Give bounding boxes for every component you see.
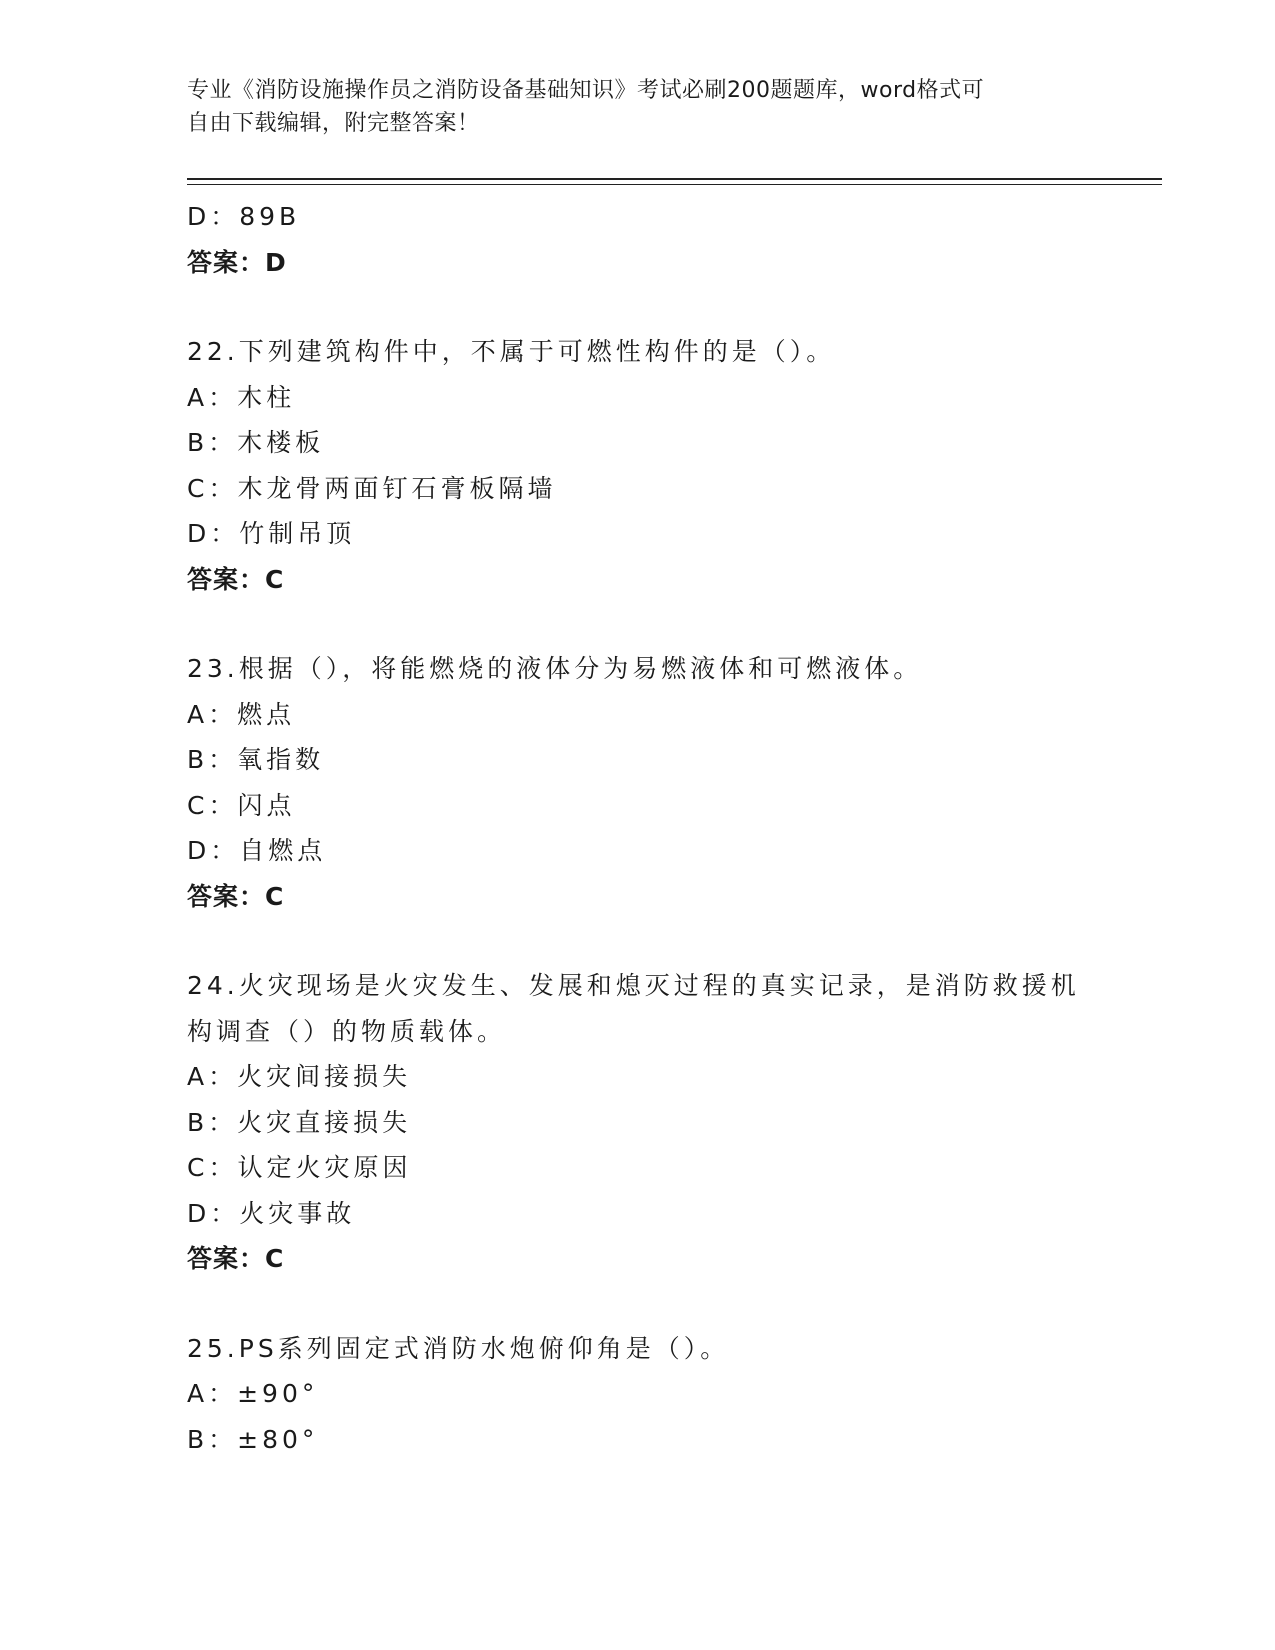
question-stem: 22.下列建筑构件中，不属于可燃性构件的是（）。 — [187, 337, 836, 366]
question-stem: 23.根据（），将能燃烧的液体分为易燃液体和可燃液体。 — [187, 654, 923, 683]
option-d: D：火灾事故 — [187, 1198, 356, 1228]
option-a: A：火灾间接损失 — [187, 1062, 412, 1091]
question-25 — [187, 1326, 1117, 1463]
option-a: A：±90° — [187, 1379, 319, 1408]
option-b: B：±80° — [187, 1424, 319, 1454]
question-22 — [187, 329, 1117, 602]
header-line-2: 自由下载编辑，附完整答案！ — [187, 111, 480, 136]
option-a: A：燃点 — [187, 699, 296, 729]
spacer — [187, 285, 1117, 329]
header-divider-thick — [187, 178, 1162, 180]
answer: 答案：C — [187, 881, 285, 911]
spacer — [187, 602, 1117, 646]
option-b: B：木楼板 — [187, 428, 325, 457]
header-divider-thin — [187, 184, 1162, 185]
spacer — [187, 919, 1117, 963]
option-b: B：氧指数 — [187, 745, 325, 774]
option-c: C：木龙骨两面钉石膏板隔墙 — [187, 473, 557, 503]
answer: 答案：C — [187, 564, 285, 594]
option-c: C：闪点 — [187, 790, 296, 820]
question-content — [187, 194, 1117, 1462]
option-d: D：竹制吊顶 — [187, 519, 356, 548]
spacer — [187, 1282, 1117, 1326]
question-24 — [187, 963, 1117, 1282]
document-header — [187, 74, 1087, 140]
prev-answer: 答案：D — [187, 247, 287, 277]
question-stem-line-1: 24.火灾现场是火灾发生、发展和熄灭过程的真实记录，是消防救援机 — [187, 971, 1080, 1000]
answer: 答案：C — [187, 1244, 285, 1273]
option-c: C：认定火灾原因 — [187, 1153, 412, 1182]
option-a: A：木柱 — [187, 382, 296, 412]
option-d: D：自燃点 — [187, 836, 327, 865]
header-line-1: 专业《消防设施操作员之消防设备基础知识》考试必刷200题题库，word格式可 — [187, 78, 985, 103]
prev-option-d: D：89B — [187, 202, 301, 231]
question-stem-line-2: 构调查（）的物质载体。 — [187, 1016, 507, 1046]
question-23 — [187, 646, 1117, 919]
question-stem: 25.PS系列固定式消防水炮俯仰角是（）。 — [187, 1333, 730, 1363]
option-b: B：火灾直接损失 — [187, 1107, 412, 1137]
